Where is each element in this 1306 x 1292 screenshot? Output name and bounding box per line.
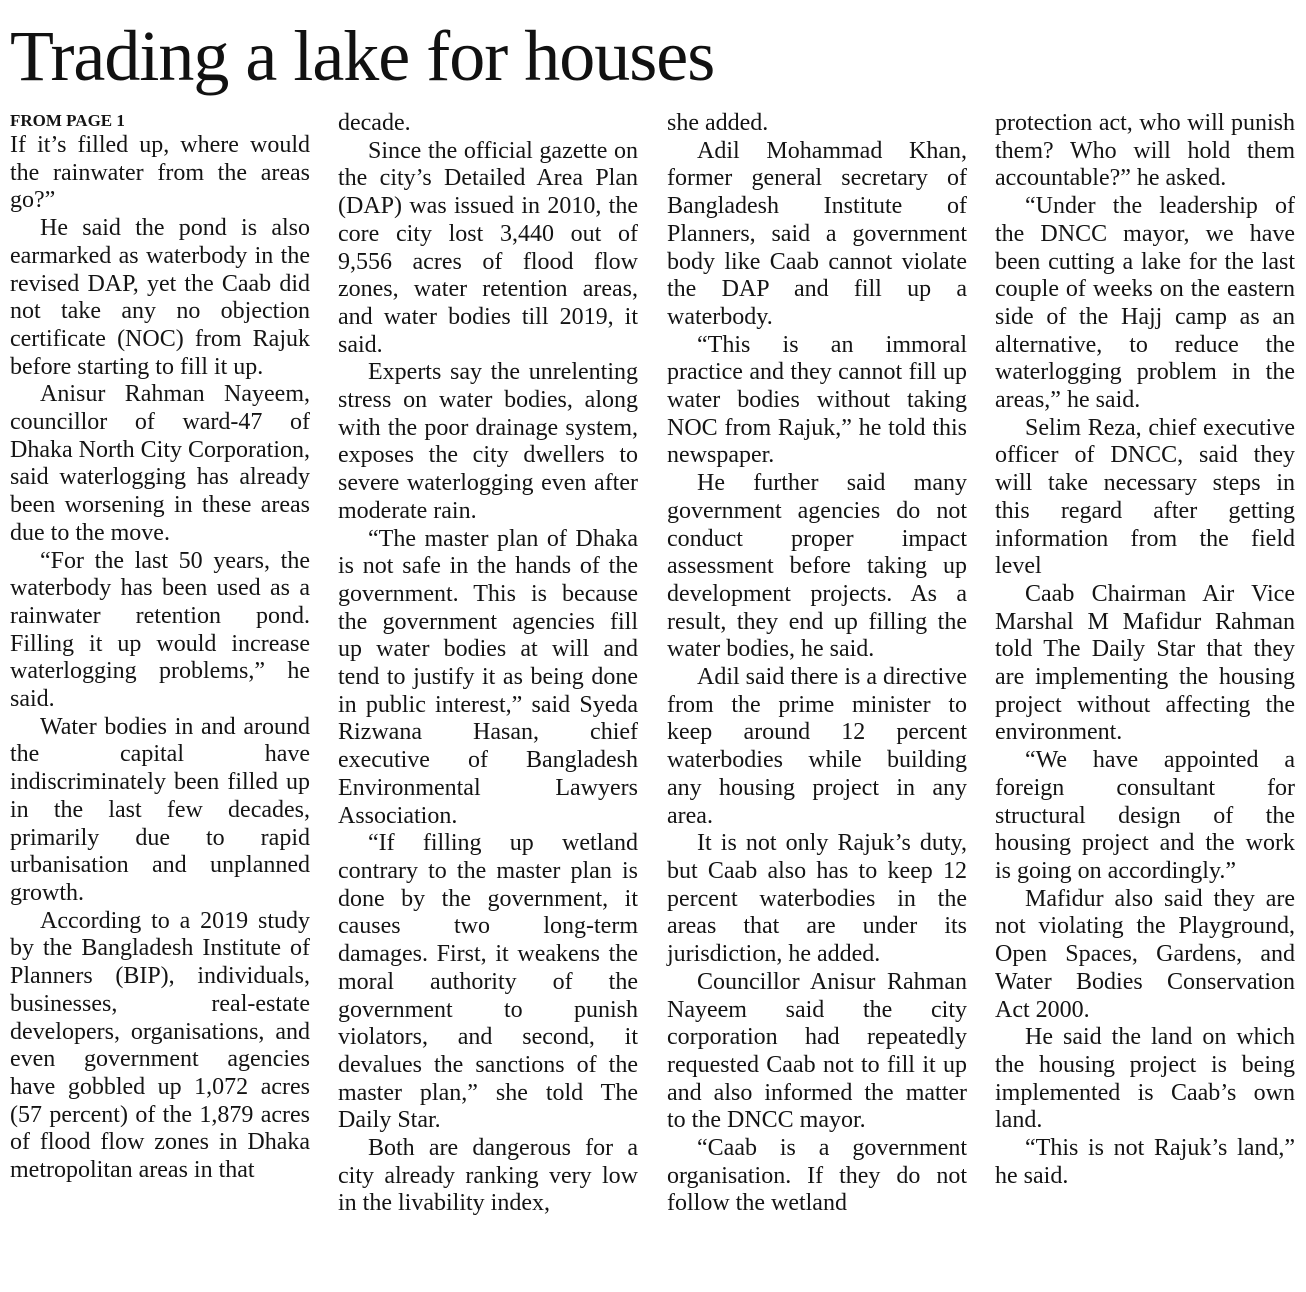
paragraph: “If filling up wetland contrary to the master plan is done by the government, it causes two long-term damages. First, it weakens the moral authority of the government to punish violators, and second, it devalues the sanctions of the master plan,” she told The Daily Star. bbox=[338, 830, 638, 1134]
article-column-4 bbox=[995, 110, 1295, 1190]
paragraph: He said the land on which the housing project is being implemented is Caab’s own land. bbox=[995, 1024, 1295, 1134]
paragraph: Selim Reza, chief executive officer of DNCC, said they will take necessary steps in this regard after getting information from the field level bbox=[995, 414, 1295, 580]
paragraph: Caab Chairman Air Vice Marshal M Mafidur Rahman told The Daily Star that they are implementing the housing project without affecting the environment. bbox=[995, 580, 1295, 746]
paragraph: she added. bbox=[667, 110, 769, 136]
paragraph: Adil Mohammad Khan, former general secretary of Bangladesh Institute of Planners, said a government body like Caab cannot violate the DAP and fill up a waterbody. bbox=[667, 137, 967, 330]
paragraph: decade. bbox=[338, 110, 411, 136]
paragraph: Since the official gazette on the city’s Detailed Area Plan (DAP) was issued in 2010, the core city lost 3,440 out of 9,556 acres of flood flow zones, water retention areas, and water bodies till 2019, it said. bbox=[338, 137, 638, 358]
paragraph: Water bodies in and around the capital have indiscriminately been filled up in the last few decades, primarily due to rapid urbanisation and unplanned growth. bbox=[10, 713, 310, 906]
paragraph: He further said many government agencies do not conduct proper impact assessment before taking up development projects. As a result, they end up filling the water bodies, he said. bbox=[667, 470, 967, 663]
paragraph: Anisur Rahman Nayeem, councillor of ward-47 of Dhaka North City Corporation, said waterlogging has already been worsening in these areas due to the move. bbox=[10, 381, 310, 546]
paragraph: It is not only Rajuk’s duty, but Caab also has to keep 12 percent waterbodies in the areas that are under its jurisdiction, he added. bbox=[667, 830, 967, 968]
paragraph: “We have appointed a foreign consultant for structural design of the housing project and the work is going on accordingly.” bbox=[995, 747, 1295, 884]
paragraph: Adil said there is a directive from the prime minister to keep around 12 percent waterbodies while building any housing project in any area. bbox=[667, 664, 967, 829]
paragraph: “For the last 50 years, the waterbody has been used as a rainwater retention pond. Filling it up would increase waterlogging problems,” he said. bbox=[10, 547, 310, 713]
paragraph: According to a 2019 study by the Bangladesh Institute of Planners (BIP), individuals, businesses, real-estate developers, organisations, and even government agencies have gobbled up 1,072 acres (57 percent) of the 1,879 acres of flood flow zones in Dhaka metropolitan areas in that bbox=[10, 907, 310, 1184]
paragraph: Councillor Anisur Rahman Nayeem said the city corporation had repeatedly requested Caab not to fill it up and also informed the matter to the DNCC mayor. bbox=[667, 968, 967, 1134]
paragraph: protection act, who will punish them? Who will hold them accountable?” he asked. bbox=[995, 110, 1295, 192]
headline: Trading a lake for houses bbox=[10, 16, 715, 96]
paragraph: “This is not Rajuk’s land,” he said. bbox=[995, 1135, 1295, 1189]
paragraph: “This is an immoral practice and they cannot fill up water bodies without taking NOC from Rajuk,” he told this newspaper. bbox=[667, 331, 967, 469]
kicker-from-page: FROM PAGE 1 bbox=[10, 111, 125, 130]
paragraph: If it’s filled up, where would the rainwater from the areas go?” bbox=[10, 132, 310, 214]
paragraph: “The master plan of Dhaka is not safe in the hands of the government. This is because the government agencies fill up water bodies at will and tend to justify it as being done in public interest,” said Syeda Rizwana Hasan, chief executive of Bangladesh Environmental Lawyers Association. bbox=[338, 525, 638, 829]
paragraph: Both are dangerous for a city already ranking very low in the livability index, bbox=[338, 1135, 638, 1217]
paragraph: “Under the leadership of the DNCC mayor, we have been cutting a lake for the last couple of weeks on the eastern side of the Hajj camp as an alternative, to reduce the waterlogging problem in the areas,” he said. bbox=[995, 193, 1295, 414]
paragraph: Experts say the unrelenting stress on water bodies, along with the poor drainage system, exposes the city dwellers to severe waterlogging even after moderate rain. bbox=[338, 359, 638, 524]
article-column-2 bbox=[338, 110, 638, 1218]
article-column-3 bbox=[667, 110, 967, 1218]
article-column-1 bbox=[10, 110, 310, 1185]
paragraph: He said the pond is also earmarked as waterbody in the revised DAP, yet the Caab did not take any no objection certificate (NOC) from Rajuk before starting to fill it up. bbox=[10, 215, 310, 380]
paragraph: Mafidur also said they are not violating the Playground, Open Spaces, Gardens, and Water Bodies Conservation Act 2000. bbox=[995, 885, 1295, 1023]
paragraph: “Caab is a government organisation. If they do not follow the wetland bbox=[667, 1135, 967, 1217]
